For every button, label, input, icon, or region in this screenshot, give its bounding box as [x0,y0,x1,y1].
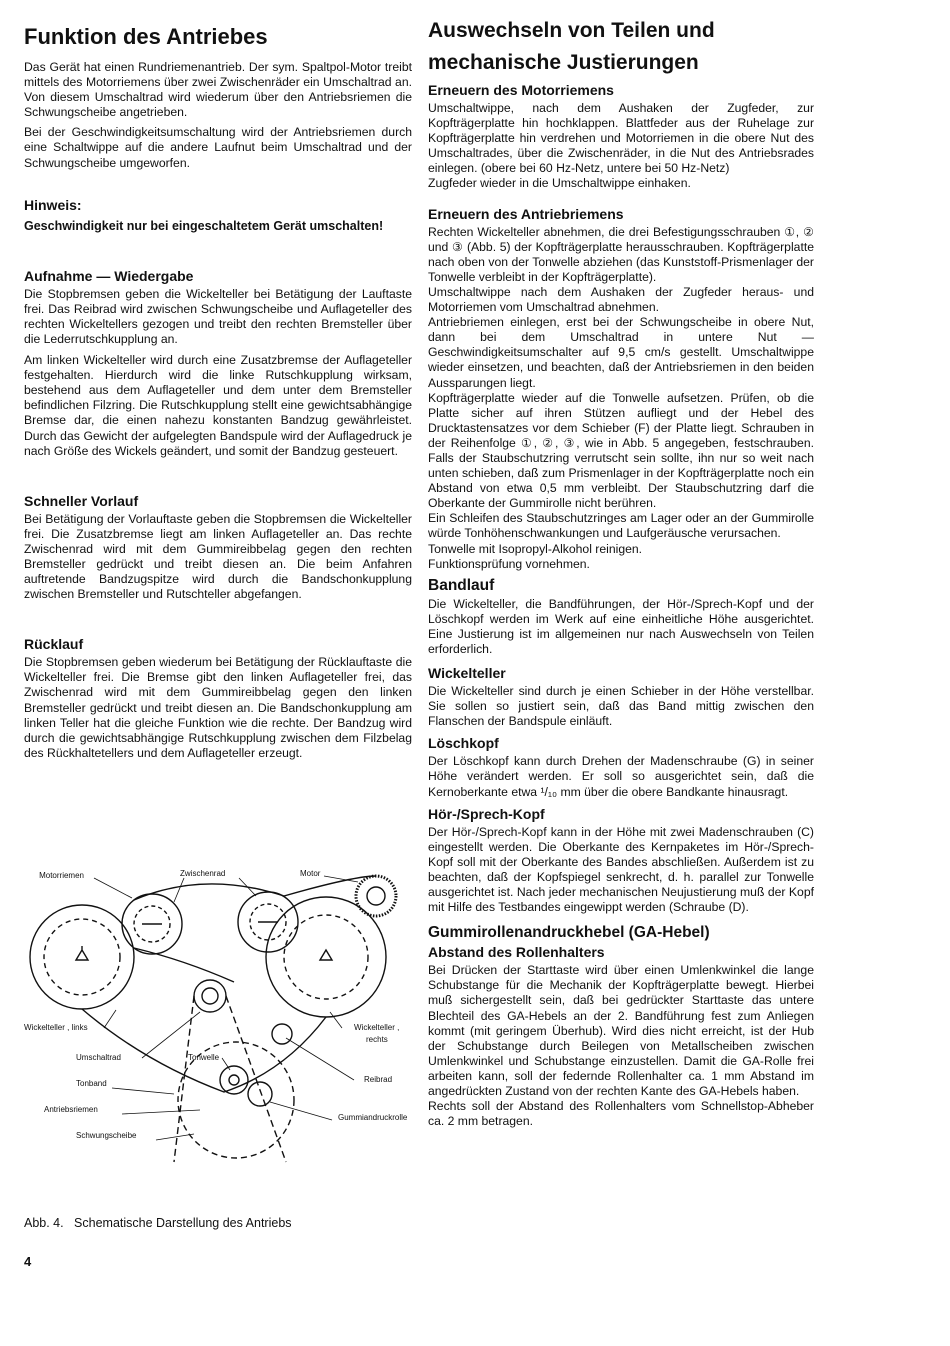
abstand-heading: Abstand des Rollenhalters [428,944,605,961]
antriebriemen-paragraph-2: Umschaltwippe nach dem Aushaken der Zugfeder heraus- und Motorriemen vom Umschaltrad abnehmen. [428,284,814,315]
right-reel-dashed [284,915,368,999]
reibrad [272,1024,292,1044]
label-umschaltrad: Umschaltrad [76,1053,121,1062]
antriebriemen-paragraph-1: Rechten Wickelteller abnehmen, die drei Befestigungsschrauben ①, ② und ③ (Abb. 5) der Kopfträgerplatte herausschrauben. Kopfträgerplatte nach oben von der Tonwelle abziehen (das Kunststoff-Prismenlager der Tonwelle verbleibt in der Kopfträgerplatte). [428,224,814,284]
label-reibrad: Reibrad [364,1075,393,1084]
antriebriemen-paragraph-5: Ein Schleifen des Staubschutzringes am Lager oder an der Gummirolle würde Tonhöhenschwankungen und Laufgeräusche verursachen. [428,511,814,541]
capstan [220,1066,248,1094]
bandlauf-heading: Bandlauf [428,576,495,594]
page-title-left: Funktion des Antriebes [24,24,268,49]
figure-caption-number: Abb. 4. [24,1216,64,1230]
right-reel-hub-icon [320,950,332,960]
antriebriemen-paragraph-6: Tonwelle mit Isopropyl-Alkohol reinigen. [428,541,643,556]
motorriemen-paragraph-1: Umschaltwippe, nach dem Aushaken der Zugfeder, zur Kopfträgerplatte hin hochklappen. Blattfeder aus der Ruhelage zur Kopfträgerplatte hin verdrehen und Motorriemen in die obere Nut des Umschaltrades, über die Zwischenräder, in die Nut des Antriebsrades einlegen. (obere bei 60 Hz-Netz, untere bei 50 Hz-Netz) [428,101,814,176]
label-wickelteller-links: Wickelteller , links [24,1023,88,1032]
hoerkopf-paragraph: Der Hör-/Sprech-Kopf kann in der Höhe mit zwei Madenschrauben (C) eingestellt werden. Die Oberkante des Kernpaketes im Hör-/Sprech-Kopf soll mit der Oberkante des Bandes abschließen. Außerdem ist zu beachten, daß der Kopfspiegel senkrecht, d. h. parallel zur Tonwelle ausgerichtet ist. Nach jeder mechanischen Neujustierung muß der Kopf mit Hilfe des Testbandes eingewippt werden (Schraube (D). [428,824,814,915]
label-antriebsriemen: Antriebsriemen [44,1105,98,1114]
aufnahme-paragraph-2: Am linken Wickelteller wird durch eine Zusatzbremse der Auflageteller festgehalten. Hierdurch wird die linke Rutschkupplung wirksam, bestehend aus dem Auflageteller und dem unter dem Bremsteller befindlichen Filzring. Die Rutschkupplung stellt eine gewichtsabhängige Bremse dar, die einen nahezu konstanten Bandzug gewährleistet. Durch das Gewicht der aufgelegten Bandspule wird der Auflagedruck je nach Größe des Wickels geändert, und somit der Bandzug gesteuert. [24,353,412,458]
motor-belt-lower [134,948,234,982]
ga-heading: Gummirollenandruckhebel (GA-Hebel) [428,924,710,942]
hinweis-text: Geschwindigkeit nur bei eingeschaltetem Gerät umschalten! [24,218,384,233]
figure-caption-text: Schematische Darstellung des Antriebs [74,1216,292,1230]
antriebriemen-heading: Erneuern des Antriebriemens [428,205,624,222]
motorriemen-heading: Erneuern des Motorriemens [428,82,614,98]
motor-belt [134,876,376,900]
figure-caption [24,1216,292,1230]
motor-pulley [356,876,396,916]
vorlauf-paragraph: Bei Betätigung der Vorlauftaste geben die Stopbremsen die Wickelteller frei. Die Zusatzbremse liegt am linken Auflageteller an. Das rechte Zwischenrad wird mit dem Gummireibbelag gegen den rechten Bremsteller gedrückt und treibt diesen an. Die beim Anfahren auftretende Bandzugspitze wird durch die Bandschonkupplung zwischen Bremsteller und Rutschteller abgefangen. [24,511,412,602]
antriebriemen-paragraph-4: Kopfträgerplatte wieder auf die Tonwelle aufsetzen. Prüfen, ob die Platte sicher auf ihren Stützen aufliegt und der Hebel des Drucktastensatzes vor dem Schieber (F) der Platte liegt. Schrauben in der Reihenfolge ①, ②, ③, wie in Abb. 5 angegeben, festschrauben. Falls der Staubschutzring verrutscht sein sollte, ihn nur so weit nach unten schieben, daß zum Prismenlager in der Kopfträgerplatte noch ein Abstand von etwa 0,5 mm verbleibt. Der Staubschutzring darf die Oberkante der Gummirolle nicht berühren. [428,390,814,511]
hoerkopf-heading: Hör-/Sprech-Kopf [428,805,545,822]
loeschkopf-paragraph: Der Löschkopf kann durch Drehen der Madenschraube (G) in seiner Höhe verändert werden. Er soll so ausgerichtet sein, daß die Kernoberkante etwa ¹/₁₀ mm über die obere Bandkante hinausragt. [428,754,814,799]
page-title-right-line-1: Auswechseln von Teilen und [428,19,715,42]
ga-paragraph-2: Rechts soll der Abstand des Rollenhalters vom Schnellstop-Abheber ca. 2 mm betragen. [428,1099,814,1129]
left-reel-hub-icon [76,946,88,960]
aufnahme-heading: Aufnahme — Wiedergabe [24,267,194,284]
bandlauf-paragraph: Die Wickelteller, die Bandführungen, der Hör-/Sprech-Kopf und der Löschkopf werden im Werk auf eine einheitliche Höhe ausgerichtet. Eine Justierung ist im allgemeinen nur nach Auswechseln von Teilen erforderlich. [428,596,814,656]
label-gummiandruckrolle: Gummiandruckrolle [338,1113,408,1122]
left-reel-outline [30,905,134,1009]
pinch-roller [248,1082,272,1106]
ruecklauf-paragraph: Die Stopbremsen geben wiederum bei Betätigung der Rücklauftaste die Wickelteller frei. Die Bremse gibt den linken Auflageteller frei, das Zwischenrad wird mit dem Gummireibbelag gegen den linken Bremsteller gedrückt und treibt diesen an. Die Bandschonkupplung am linken Teller hat die gleiche Funktion wie die rechte. Der Bandzug wird durch die gewichtsabhängige Rutschkupplung zwischen dem Filzbelag des Rückhaltetellers und dem Auflageteller erzeugt. [24,655,412,760]
label-motor: Motor [300,869,321,878]
antriebriemen-paragraph-7: Funktionsprüfung vornehmen. [428,556,590,571]
loeschkopf-heading: Löschkopf [428,735,499,752]
label-zwischenrad: Zwischenrad [180,869,226,878]
label-wickelteller-rechts-2: rechts [366,1035,388,1044]
left-column [24,18,412,761]
right-column [428,18,814,1129]
intro-paragraph-1: Das Gerät hat einen Rundriemenantrieb. Der sym. Spaltpol-Motor treibt mittels des Motorriemens über zwei Zwischenräder ein Umschaltrad an. Von diesem Umschaltrad wird wiederum über den Antriebsriemen die Schwungscheibe angetrieben. [24,60,412,120]
motor-hub [367,887,385,905]
wickelteller-heading: Wickelteller [428,665,506,682]
vorlauf-heading: Schneller Vorlauf [24,492,139,509]
page-title-right-line-2: mechanische Justierungen [428,51,699,74]
wickelteller-paragraph: Die Wickelteller sind durch je einen Schieber in der Höhe verstellbar. Sie sollen so justiert sein, daß das Band mittig zwischen den Flanschen der Bandspule einläuft. [428,684,814,729]
hinweis-heading: Hinweis: [24,196,82,213]
label-tonband: Tonband [76,1079,107,1088]
switch-wheel [194,980,226,1012]
label-motorriemen: Motorriemen [39,871,84,880]
left-reel-dashed [44,919,120,995]
aufnahme-paragraph-1: Die Stopbremsen geben die Wickelteller bei Betätigung der Lauftaste frei. Das Reibrad wird zwischen Schwungscheibe und Auflageteller des rechten Wickeltellers gezogen und treibt den rechten Bremsteller über die Lederrutschkupplung an. [24,286,412,346]
label-wickelteller-rechts-1: Wickelteller , [354,1023,400,1032]
drive-diagram [24,862,414,1172]
motorriemen-paragraph-2: Zugfeder wieder in die Umschaltwippe einhaken. [428,176,691,191]
label-tonwelle: Tonwelle [188,1053,220,1062]
tape-path [82,1009,326,1092]
ruecklauf-heading: Rücklauf [24,636,84,653]
label-schwungscheibe: Schwungscheibe [76,1131,137,1140]
ga-paragraph-1: Bei Drücken der Starttaste wird über einen Umlenkwinkel die lange Schubstange für die Mechanik der Kopfträgerplatte bewegt. Hierbei muß sichergestellt sein, daß bei gedrückter Starttaste das untere Blechteil des GA-Hebels an der 2. Bandführung fest zum Anliegen kommt (mit geringem Überhub). Wird dies nicht erreicht, ist der Hub der Schubstange durch Beilegen von Metallscheiben zwischen Umlenkwinkel und Schubstange einzustellen. Damit die GA-Rolle frei arbeiten kann, soll der federnde Rollenhalter ca. 1 mm Abstand im angedrückten Zustand von der rechten Kante des GA-Hebels haben. [428,963,814,1098]
page-number: 4 [24,1254,32,1269]
intro-paragraph-2: Bei der Geschwindigkeitsumschaltung wird der Antriebsriemen durch eine Schaltwippe auf die andere Laufnut beim Umschaltrad und der Schwungscheibe umgeworfen. [24,125,412,170]
antriebriemen-paragraph-3: Antriebriemen einlegen, erst bei der Schwungscheibe in obere Nut, dann bei dem Umschaltrad in untere Nut — Geschwindigkeitsumschalter auf 9,5 cm/s gestellt. Umschaltwippe wieder einsetzen, und beachten, daß der Antriebsriemen in den beiden Aussparungen liegt. [428,315,814,390]
